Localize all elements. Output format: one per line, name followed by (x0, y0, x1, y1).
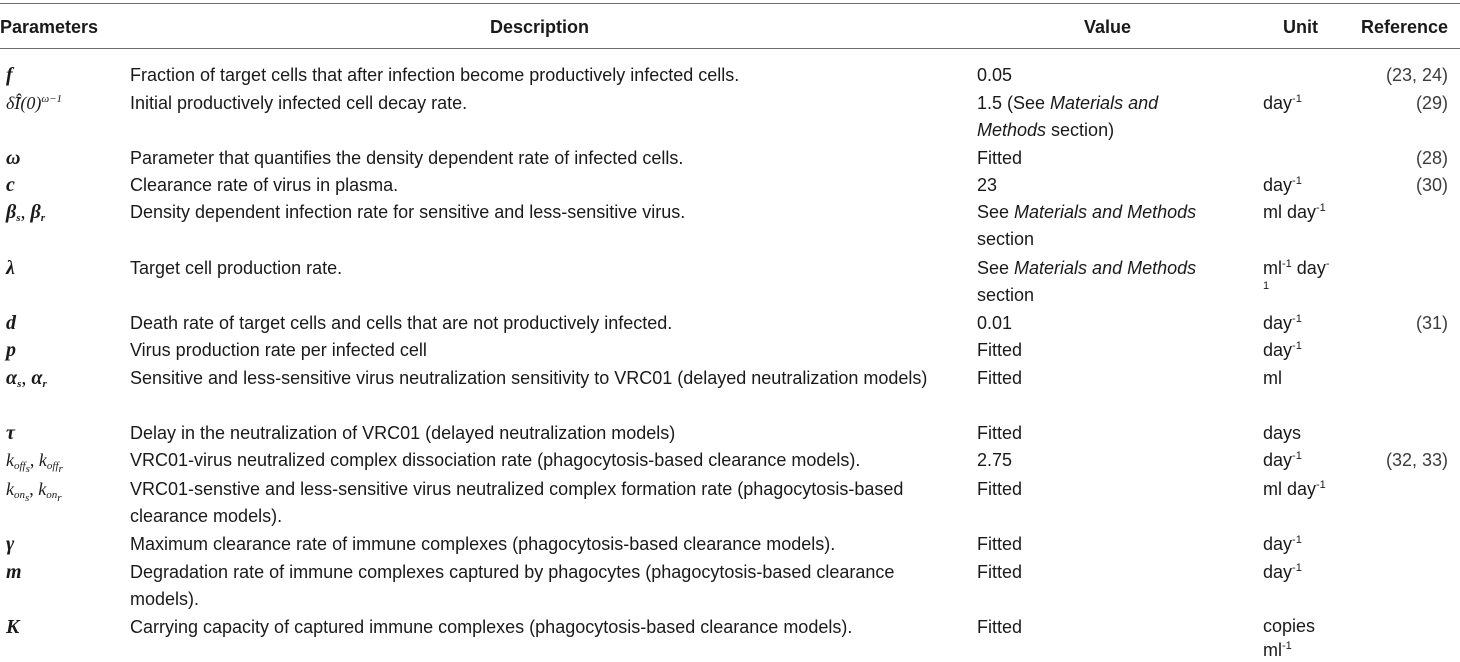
description-cell: Maximum clearance rate of immune complexes (phagocytosis-based clearance models). (130, 534, 836, 554)
value-cell: Fitted (977, 479, 1023, 499)
value-cell: Fitted (977, 368, 1023, 388)
header-parameters: Parameters (0, 17, 99, 37)
param-cell: p (6, 339, 16, 361)
value-cell: Fitted (977, 562, 1023, 582)
description-cell: Virus production rate per infected cell (130, 340, 427, 360)
value-cell: 0.01 (977, 313, 1013, 333)
param-cell: γ (6, 533, 15, 555)
header-reference: Reference (1361, 17, 1449, 37)
unit-cell: day$^{-1}$ (1263, 534, 1302, 554)
description-cell: VRC01-senstive and less-sensitive virus neutralized complex formation rate (phagocytosis-based clearance models). (130, 479, 904, 526)
description-cell: Parameter that quantifies the density dependent rate of infected cells. (130, 148, 684, 168)
param-cell (6, 90, 122, 117)
description-cell: Initial productively infected cell decay rate. (130, 93, 468, 113)
param-cell: τ (6, 422, 15, 444)
param-cell: ω (6, 147, 21, 169)
param-cell: K (6, 616, 20, 638)
param-symbol: δ̃Î(0) (6, 93, 42, 113)
description-cell: Sensitive and less-sensitive virus neutralization sensitivity to VRC01 (delayed neutralization models) (130, 368, 928, 388)
reference-cell: (31) (1415, 313, 1448, 333)
unit-cell: ml (1263, 368, 1282, 388)
value-cell: Fitted (977, 148, 1023, 168)
unit-cell: day$^{-1}$ (1263, 313, 1302, 333)
unit-cell: day$^{-1}$ (1263, 450, 1302, 470)
reference-cell: (30) (1415, 175, 1448, 195)
param-exponent: ω−1 (41, 93, 63, 105)
table-top-rule (0, 3, 1460, 4)
param-cell: λ (6, 257, 15, 279)
param-cell: $k_{on_s}$, $k_{on_r}$ (6, 479, 62, 504)
value-cell: 23 (977, 175, 998, 195)
description-cell: Death rate of target cells and cells that are not productively infected. (130, 313, 673, 333)
param-cell: $\alpha_s$, $\alpha_r$ (6, 367, 47, 390)
value-cell: 2.75 (977, 450, 1013, 470)
param-cell: f (6, 64, 13, 86)
param-cell: d (6, 312, 16, 334)
unit-cell: day$^{-1}$ (1263, 340, 1302, 360)
value-cell: Fitted (977, 423, 1023, 443)
value-cell: Fitted (977, 534, 1023, 554)
description-cell: Clearance rate of virus in plasma. (130, 175, 399, 195)
description-cell: Degradation rate of immune complexes captured by phagocytes (phagocytosis-based clearance models). (130, 562, 895, 609)
value-cell: 1.5 (See Materials and Methods section) (977, 93, 1159, 140)
header-value: Value (1084, 17, 1132, 37)
reference-cell: (29) (1415, 93, 1448, 113)
description-cell: VRC01-virus neutralized complex dissociation rate (phagocytosis-based clearance models). (130, 450, 861, 470)
unit-cell: $ml^{-1}$ day- $^1$ (1263, 258, 1330, 292)
unit-cell: ml day$^{-1}$ (1263, 479, 1326, 499)
description-cell: Delay in the neutralization of VRC01 (delayed neutralization models) (130, 423, 676, 443)
param-cell: $\beta_s$, $\beta_r$ (6, 201, 46, 224)
unit-cell: day$^{-1}$ (1263, 562, 1302, 582)
unit-cell: copies $ml^{-1}$ (1263, 616, 1316, 660)
description-cell: Carrying capacity of captured immune complexes (phagocytosis-based clearance models). (130, 617, 853, 637)
unit-cell: ml day$^{-1}$ (1263, 202, 1326, 222)
reference-cell: (23, 24) (1385, 65, 1448, 85)
value-cell: Fitted (977, 340, 1023, 360)
value-cell: See Materials and Methods section (977, 202, 1197, 249)
reference-cell: (28) (1415, 148, 1448, 168)
param-cell: m (6, 561, 22, 583)
description-cell: Target cell production rate. (130, 258, 343, 278)
value-cell: Fitted (977, 617, 1023, 637)
header-description: Description (490, 17, 590, 37)
unit-cell: days (1263, 423, 1302, 443)
reference-cell: (32, 33) (1385, 450, 1448, 470)
unit-cell: day$^{-1}$ (1263, 93, 1302, 113)
value-cell: 0.05 (977, 65, 1013, 85)
description-cell: Fraction of target cells that after infection become productively infected cells. (130, 65, 740, 85)
header-unit: Unit (1283, 17, 1318, 37)
param-cell: c (6, 174, 15, 196)
unit-cell: day$^{-1}$ (1263, 175, 1302, 195)
value-cell: See Materials and Methods section (977, 258, 1197, 305)
header-bottom-rule (0, 48, 1460, 49)
description-cell: Density dependent infection rate for sensitive and less-sensitive virus. (130, 202, 686, 222)
param-cell: $k_{off_s}$, $k_{off_r}$ (6, 450, 63, 475)
